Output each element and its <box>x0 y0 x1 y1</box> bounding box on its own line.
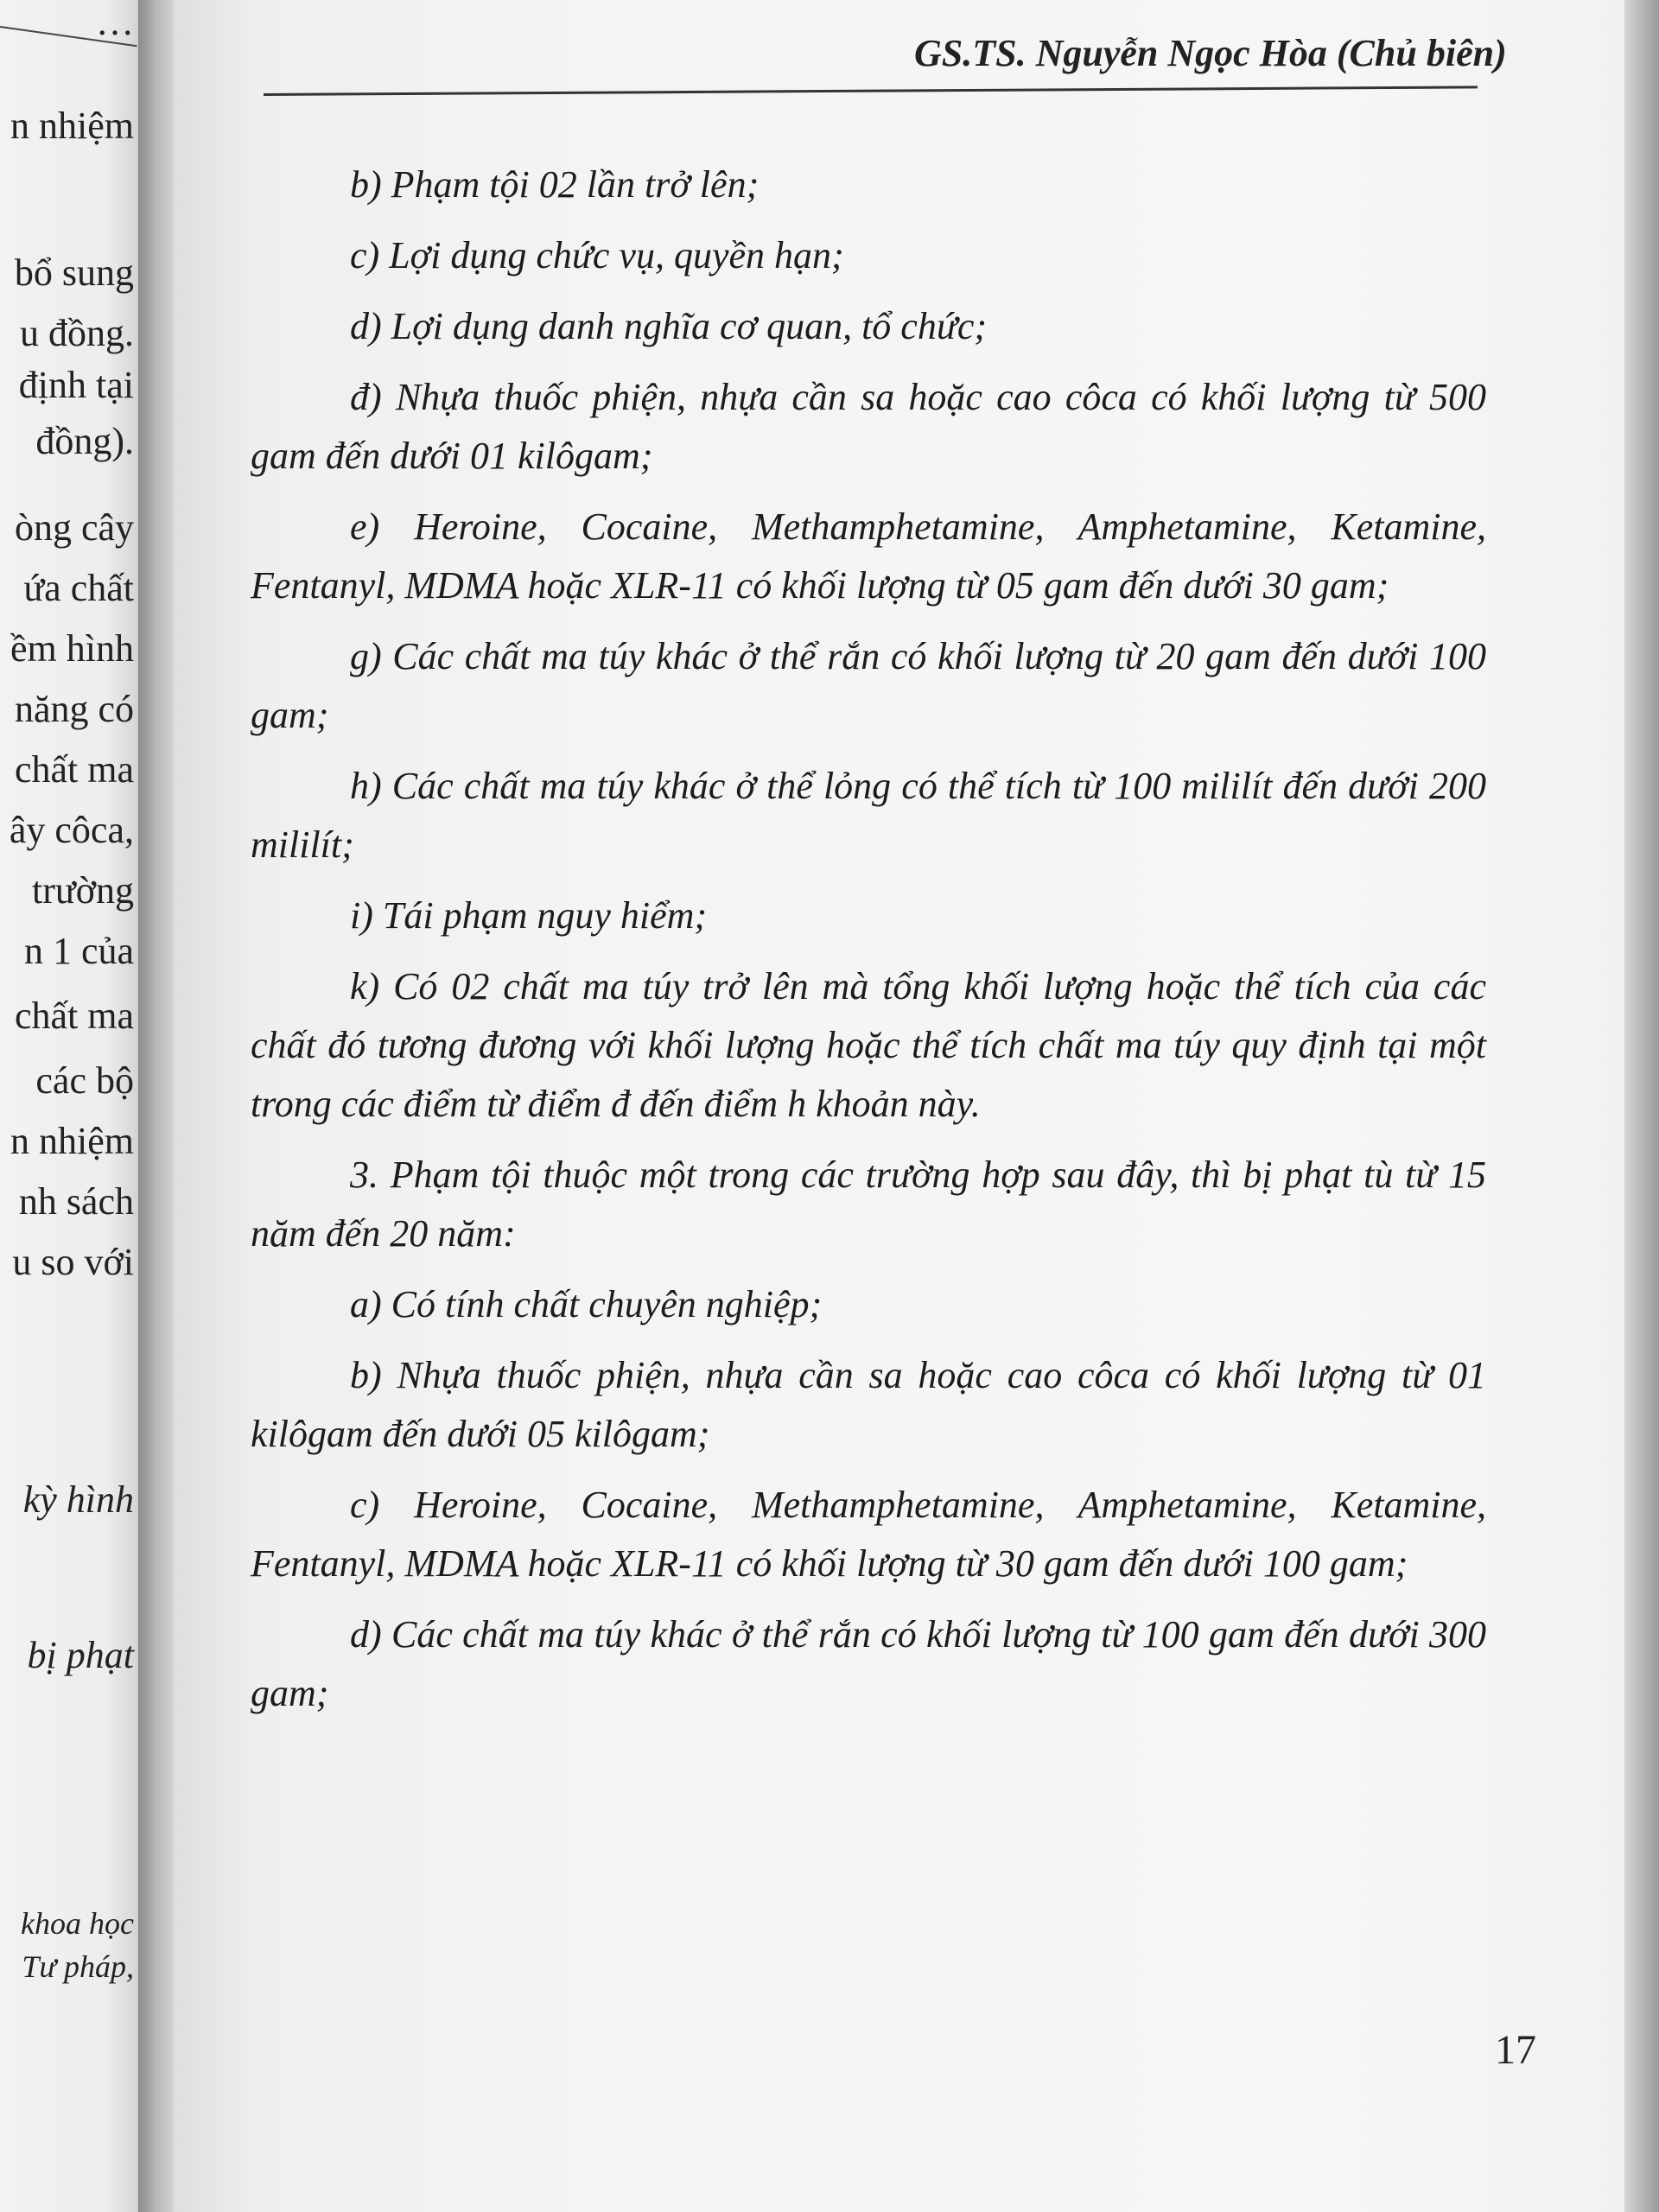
left-page-fragment: Tư pháp, <box>22 1949 134 1984</box>
left-page-fragment: … <box>96 1 134 43</box>
left-page-fragment: n nhiệm <box>10 105 134 147</box>
body-paragraph: g) Các chất ma túy khác ở thể rắn có khối lượng từ 20 gam đến dưới 100 gam; <box>251 635 1486 736</box>
page-edge-shadow <box>1624 0 1659 2212</box>
body-paragraph: b) Phạm tội 02 lần trở lên; <box>350 163 760 206</box>
left-page-fragment: u đồng. <box>20 312 134 354</box>
body-text <box>251 156 1486 1735</box>
left-page-fragment: các bộ <box>35 1059 134 1102</box>
body-paragraph: c) Lợi dụng chức vụ, quyền hạn; <box>350 234 844 276</box>
body-paragraph: h) Các chất ma túy khác ở thể lỏng có thể tích từ 100 mililít đến dưới 200 mililít; <box>251 765 1486 866</box>
page-number: 17 <box>1495 2027 1536 2073</box>
left-page-fragment: trường <box>32 869 134 912</box>
left-page-fragment: chất ma <box>14 748 134 791</box>
left-page-fragment: chất ma <box>14 995 134 1037</box>
left-page-fragment: u so với <box>12 1241 134 1283</box>
left-page-fragment: đồng). <box>35 420 134 462</box>
left-page-fragment: kỳ hình <box>22 1478 134 1521</box>
left-page-fragment: bị phạt <box>27 1634 134 1676</box>
body-paragraph: b) Nhựa thuốc phiện, nhựa cần sa hoặc cao côca có khối lượng từ 01 kilôgam đến dưới 05 kilôgam; <box>251 1354 1486 1455</box>
body-paragraph: a) Có tính chất chuyên nghiệp; <box>350 1283 823 1325</box>
body-paragraph: 3. Phạm tội thuộc một trong các trường hợp sau đây, thì bị phạt tù từ 15 năm đến 20 năm: <box>251 1154 1486 1255</box>
left-page-fragment: ềm hình <box>10 627 134 670</box>
body-paragraph: d) Các chất ma túy khác ở thể rắn có khối lượng từ 100 gam đến dưới 300 gam; <box>251 1613 1486 1714</box>
left-page-fragment: n nhiệm <box>10 1120 134 1162</box>
left-page-fragment: ây côca, <box>9 809 134 851</box>
left-page-fragment: năng có <box>14 688 134 730</box>
body-paragraph: i) Tái phạm nguy hiểm; <box>350 894 708 937</box>
body-paragraph: đ) Nhựa thuốc phiện, nhựa cần sa hoặc cao côca có khối lượng từ 500 gam đến dưới 01 kilôgam; <box>251 376 1486 477</box>
left-page-fragment: định tại <box>18 364 134 406</box>
body-paragraph: k) Có 02 chất ma túy trở lên mà tổng khối lượng hoặc thể tích của các chất đó tương đương với khối lượng hoặc thể tích chất ma túy quy định tại một trong các điểm từ điểm đ đến điểm h khoản này. <box>251 965 1486 1125</box>
body-paragraph: c) Heroine, Cocaine, Methamphetamine, Amphetamine, Ketamine, Fentanyl, MDMA hoặc XLR-11 có khối lượng từ 30 gam đến dưới 100 gam; <box>251 1484 1486 1585</box>
left-page-fragment: n 1 của <box>23 930 134 972</box>
body-paragraph: e) Heroine, Cocaine, Methamphetamine, Amphetamine, Ketamine, Fentanyl, MDMA hoặc XLR-11 có khối lượng từ 05 gam đến dưới 30 gam; <box>251 505 1486 607</box>
left-page-fragment: khoa học <box>21 1906 134 1941</box>
left-page-fragment: nh sách <box>18 1180 134 1223</box>
running-head: GS.TS. Nguyễn Ngọc Hòa (Chủ biên) <box>914 32 1507 74</box>
body-paragraph: d) Lợi dụng danh nghĩa cơ quan, tổ chức; <box>350 305 987 347</box>
left-page-fragment: ứa chất <box>23 567 134 609</box>
left-page-fragment: bổ sung <box>14 251 134 294</box>
left-facing-page <box>0 0 151 2212</box>
left-page-fragment: òng cây <box>14 506 134 549</box>
